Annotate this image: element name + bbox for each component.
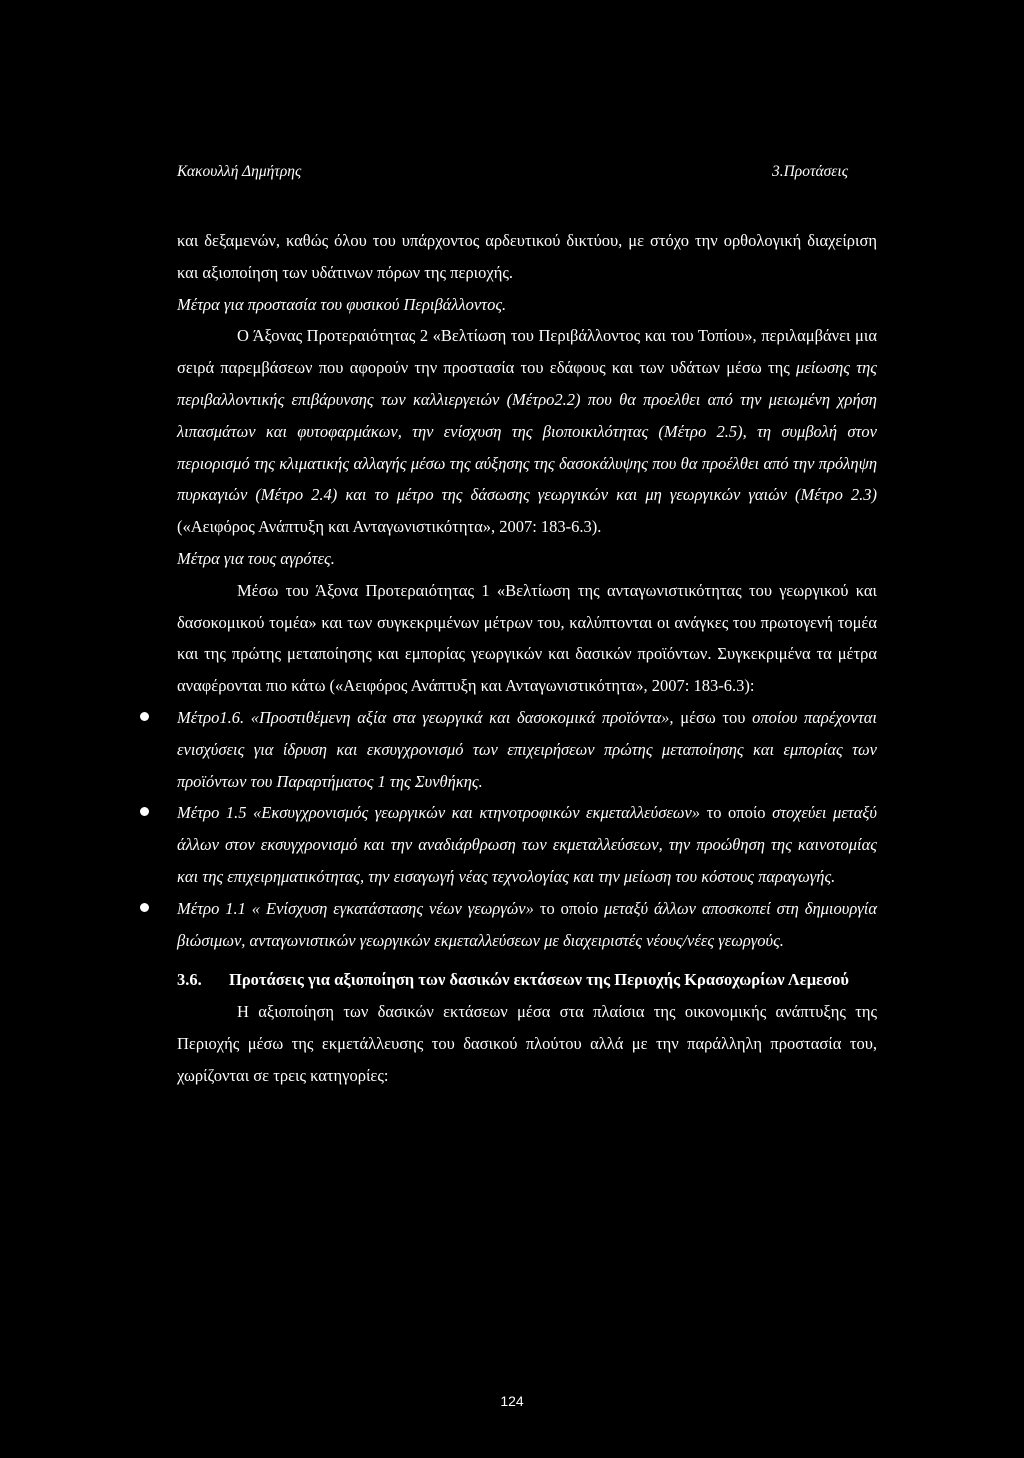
section-heading-3-6 xyxy=(177,964,877,996)
axis2-measures-text: μείωσης της περιβαλλοντικής επιβάρυνσης των καλλιεργειών (Μέτρο2.2) που θα προελθει από την μειωμένη χρήση λιπασμάτων και φυτοφαρμάκων, την ενίσχυση της βιοποικιλότητας (Μέτρο 2.5), τη συμβολή στον περιορισμό της κλιματικής αλλαγής μέσω της αύξησης της δασοκάλυψης που θα προέλθει από την πρόληψη πυρκαγιών (Μέτρο 2.4) και το μέτρο της δάσωσης γεωργικών και μη γεωργικών γαιών (Μέτρο 2.3) xyxy=(177,358,878,505)
paragraph-priority-axis-1: Μέσω του Άξονα Προτεραιότητας 1 «Βελτίωση της ανταγωνιστικότητας του γεωργικού και δασοκομικού τομέα» και των συγκεκριμένων μέτρων του, καλύπτονται οι ανάγκες του πρωτογενή τομέα και της πρώτης μεταποίησης και εμπορίας γεωργικών και δασικών προϊόντων. Συγκεκριμένα τα μέτρα αναφέρονται πιο κάτω («Αειφόρος Ανάπτυξη και Ανταγωνιστικότητα», 2007: 183-6.3): xyxy=(177,580,877,696)
header-author: Κακουλλή Δημήτρης xyxy=(177,163,302,180)
list-item xyxy=(177,797,877,892)
subheading-environment: Μέτρα για προστασία του φυσικού Περιβάλλοντος. xyxy=(177,294,507,314)
section-title: Προτάσεις για αξιοποίηση των δασικών εκτάσεων της Περιοχής Κρασοχωρίων Λεμεσού xyxy=(229,970,849,990)
paragraph-forest-use: Η αξιοποίηση των δασικών εκτάσεων μέσα στα πλαίσια της οικονομικής ανάπτυξης της Περιοχής μέσω της εκμετάλλευσης του δασικού πλούτου αλλά με την παράλληλη προστασία του, χωρίζονται σε τρεις κατηγορίες: xyxy=(177,1002,877,1085)
bullet-icon xyxy=(140,903,149,912)
axis2-citation: («Αειφόρος Ανάπτυξη και Ανταγωνιστικότητα», 2007: 183-6.3). xyxy=(177,517,602,537)
measure-description: στοχεύει μεταξύ άλλων στον εκσυγχρονισμό και την αναδιάρθρωση των εκμεταλλεύσεων, την προώθηση της καινοτομίας και της επιχειρηματικότητας, την εισαγωγή νέας τεχνολογίας και την μείωση του κόστους παραγωγής. xyxy=(177,803,878,886)
axis2-text: Ο Άξονας Προτεραιότητας 2 «Βελτίωση του Περιβάλλοντος και του Τοπίου», περιλαμβάνει μια σειρά παρεμβάσεων που αφορούν την προστασία του εδάφους και των υδάτων μέσω της xyxy=(177,326,877,378)
header-chapter: 3.Προτάσεις xyxy=(771,163,848,180)
bullet-icon xyxy=(140,712,149,721)
measure-1-1 xyxy=(177,893,877,957)
measure-connector: μέσω του xyxy=(673,707,753,727)
measure-title: Μέτρο1.6. «Προστιθέμενη αξία στα γεωργικά και δασοκομικά προϊόντα», xyxy=(177,707,674,727)
measure-title: Μέτρο 1.5 «Εκσυγχρονισμός γεωργικών και κτηνοτροφικών εκμεταλλεύσεων» xyxy=(177,803,701,823)
subheading-farmers: Μέτρα για τους αγρότες. xyxy=(177,548,335,568)
bullet-icon xyxy=(140,807,149,816)
measure-title: Μέτρο 1.1 « Ενίσχυση εγκατάστασης νέων γεωργών» xyxy=(177,898,534,918)
measure-description: μεταξύ άλλων αποσκοπεί στη δημιουργία βιώσιμων, ανταγωνιστικών γεωργικών εκμεταλλεύσεων με διαχειριστές νέους/νέες γεωργούς. xyxy=(177,898,878,950)
paragraph-irrigation: και δεξαμενών, καθώς όλου του υπάρχοντος αρδευτικού δικτύου, με στόχο την ορθολογική διαχείριση και αξιοποίηση των υδάτινων πόρων της περιοχής. xyxy=(177,231,877,282)
measure-1-5 xyxy=(177,797,877,892)
measure-connector: το οποίο xyxy=(533,898,605,918)
measure-connector: το οποίο xyxy=(700,803,773,823)
measure-description: οποίου παρέχονται ενισχύσεις για ίδρυση και εκσυγχρονισμό των επιχειρήσεων πρώτης μεταποίησης και εμπορίας των προϊόντων του Παραρτήματος 1 της Συνθήκης. xyxy=(177,707,877,791)
measure-1-6 xyxy=(177,702,877,797)
section-number: 3.6. xyxy=(177,970,202,990)
page-number: 124 xyxy=(500,1393,524,1409)
paragraph-priority-axis-2 xyxy=(177,320,877,543)
list-item xyxy=(177,893,877,957)
page-body xyxy=(177,225,877,1092)
list-item xyxy=(177,702,877,797)
measures-list xyxy=(177,702,877,956)
